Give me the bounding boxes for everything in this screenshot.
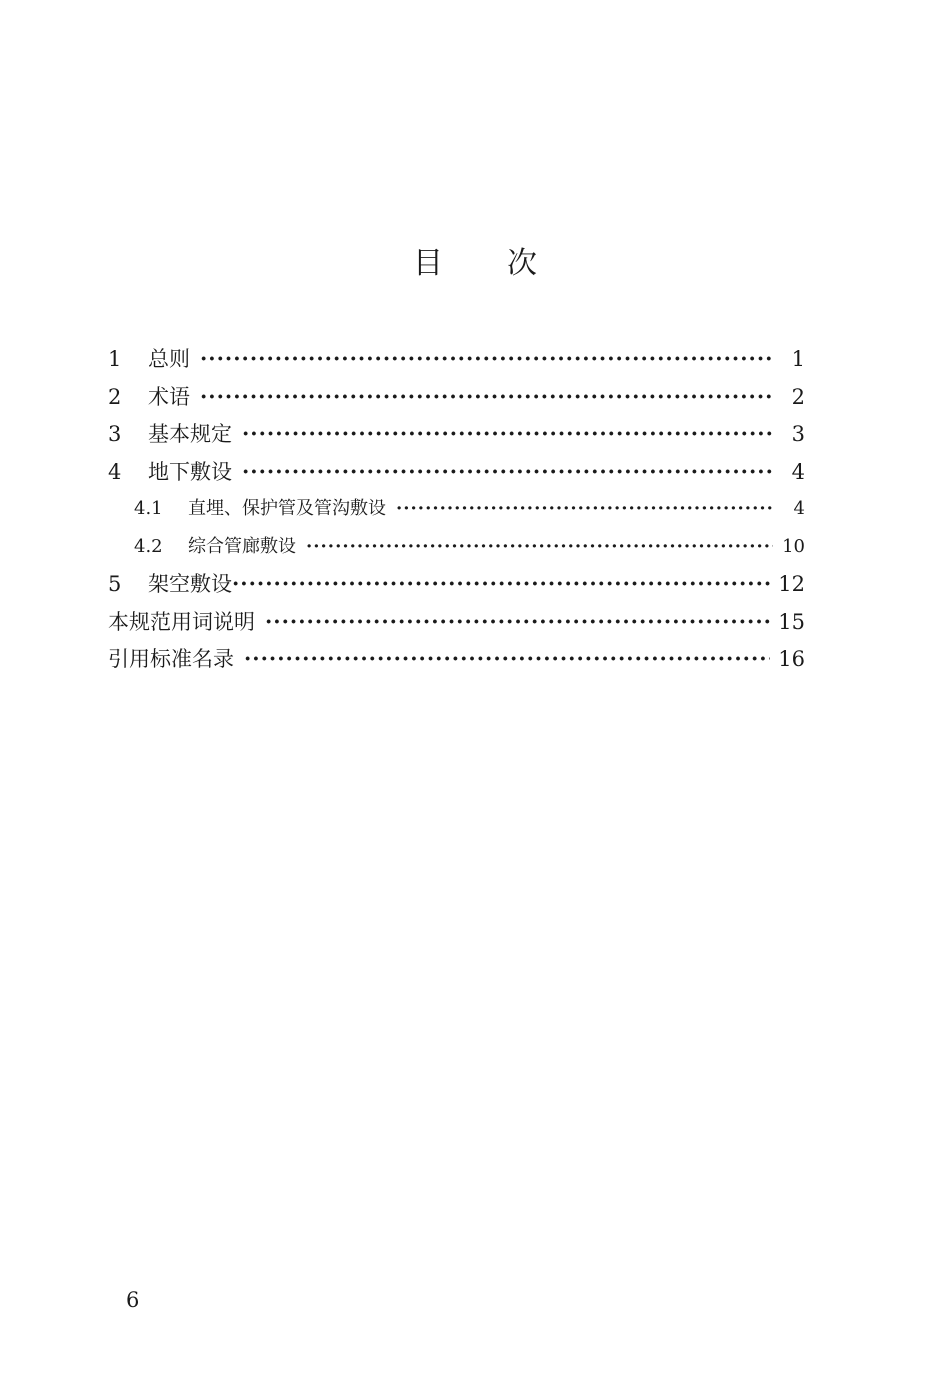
toc-entry-page: 2 (791, 384, 805, 409)
toc-leader-dots (200, 378, 773, 416)
toc-leader-dots (242, 453, 773, 491)
toc-leader-dots (200, 340, 773, 378)
toc-entry-label: 架空敷设 (148, 572, 232, 596)
toc-entry-label: 引用标准名录 (108, 647, 234, 671)
toc-leader-dots (396, 490, 773, 528)
toc-entry-number: 4.2 (134, 535, 163, 557)
toc-entry-label: 地下敷设 (148, 459, 232, 484)
toc-leader-dots (244, 640, 770, 678)
toc-entry-page: 16 (778, 647, 805, 671)
toc-entry-page: 1 (791, 347, 805, 371)
toc-entry-label: 综合管廊敷设 (188, 535, 296, 557)
toc-subentry[interactable] (108, 528, 805, 566)
toc-entry-number: 4.1 (134, 498, 163, 519)
toc-entry-label: 总则 (148, 347, 190, 371)
toc-entry[interactable] (108, 378, 805, 416)
toc-entry-page: 3 (791, 422, 805, 446)
page-title: 目次 (413, 246, 601, 281)
table-of-contents (108, 340, 805, 678)
toc-entry-page: 12 (778, 572, 805, 596)
toc-leader-dots (242, 415, 773, 453)
toc-entry[interactable] (108, 565, 805, 603)
toc-entry-label: 基本规定 (148, 422, 232, 446)
toc-subentry[interactable] (108, 490, 805, 528)
toc-entry[interactable] (108, 340, 805, 378)
page-number: 6 (126, 1288, 140, 1312)
toc-entry-label: 术语 (148, 384, 190, 409)
toc-entry-number: 3 (108, 422, 122, 446)
toc-entry[interactable] (108, 415, 805, 453)
toc-leader-dots (265, 603, 770, 641)
toc-entry-number: 2 (108, 384, 122, 409)
toc-entry-page: 10 (782, 535, 805, 557)
toc-entry-number: 1 (108, 347, 122, 371)
toc-entry-number: 5 (108, 572, 122, 596)
toc-leader-dots (232, 565, 770, 603)
toc-entry-page: 15 (778, 609, 805, 634)
toc-entry[interactable] (108, 603, 805, 641)
toc-entry[interactable] (108, 640, 805, 678)
toc-entry-label: 本规范用词说明 (108, 609, 255, 634)
toc-entry-page: 4 (793, 498, 805, 519)
toc-entry[interactable] (108, 453, 805, 491)
toc-entry-page: 4 (791, 459, 805, 484)
toc-entry-number: 4 (108, 459, 122, 484)
toc-leader-dots (306, 528, 773, 566)
toc-entry-label: 直埋、保护管及管沟敷设 (188, 498, 386, 519)
